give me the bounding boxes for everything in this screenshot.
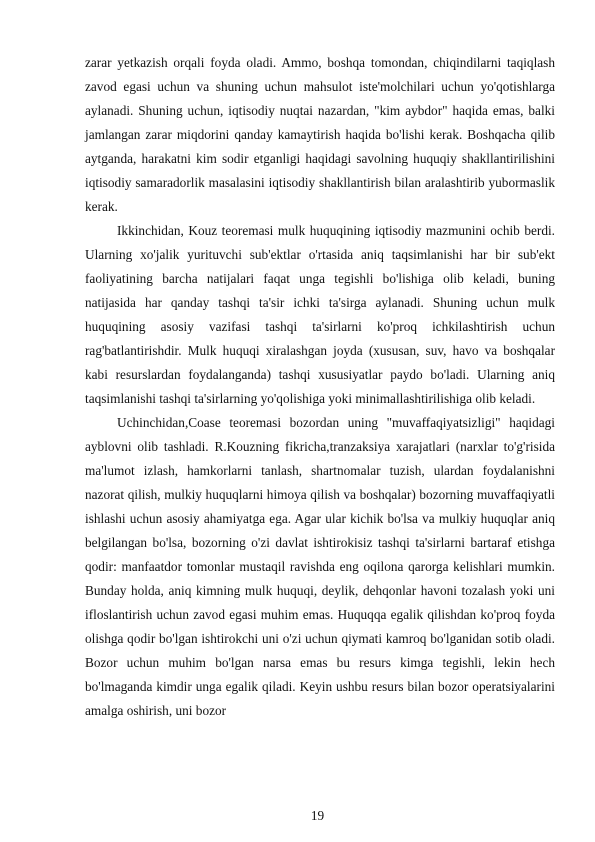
paragraph-3: Uchinchidan,Coase teoremasi bozordan uning "muvaffaqiyatsizligi" haqidagi ayblovni olib tashladi. R.Kouzning fikricha,tranzaksiya xarajatlari (narxlar to'g'risida ma'lumot izlash, hamkorlarni tanlash, shartnomalar tuzish, ulardan foydalanishni nazorat qilish, mulkiy huquqlarni himoya qilish va boshqalar) bozorning muvaffaqiyatli ishlashi uchun asosiy ahamiyatga ega. Agar ular kichik bo'lsa va mulkiy huquqlar aniq belgilangan bo'lsa, bozorning o'zi davlat ishtirokisiz tashqi ta'sirlarni bartaraf etishga qodir: manfaatdor tomonlar mustaqil ravishda eng oqilona qarorga kelishlari mumkin. Bunday holda, aniq kimning mulk huquqi, deylik, dehqonlar havoni tozalash yoki uni ifloslantirish uchun zavod egasi muhim emas. Huquqqa egalik qilishdan ko'proq foyda olishga qodir bo'lgan ishtirokchi uni o'zi uchun qiymati kamroq bo'lganidan sotib oladi. Bozor uchun muhim bo'lgan narsa emas bu resurs kimga tegishli, lekin hech bo'lmaganda kimdir unga egalik qiladi. Keyin ushbu resurs bilan bozor operatsiyalarini amalga oshirish, uni bozor [85,415,555,718]
paragraph-1: zarar yetkazish orqali foyda oladi. Ammo, boshqa tomondan, chiqindilarni taqiqlash zavod egasi uchun va shuning uchun mahsulot iste'molchilari uchun yo'qotishlarga aylanadi. Shuning uchun, iqtisodiy nuqtai nazardan, "kim aybdor" haqida emas, balki jamlangan zarar miqdorini qanday kamaytirish haqida bo'lishi kerak. Boshqacha qilib aytganda, harakatni kim sodir etganligi haqidagi savolning huquqiy shakllantirilishini iqtisodiy samaradorlik masalasini iqtisodiy shakllantirish bilan aralashtirib yubormaslik kerak. [85,55,555,214]
body-text [85,51,555,723]
page-number: 19 [310,808,325,823]
paragraph-2: Ikkinchidan, Kouz teoremasi mulk huquqining iqtisodiy mazmunini ochib berdi. Ularning xo'jalik yurituvchi sub'ektlar o'rtasida aniq taqsimlanishi har bir sub'ekt faoliyatining barcha natijalari faqat unga tegishli bo'lishiga olib keladi, buning natijasida har qanday tashqi ta'sir ichki ta'sirga aylanadi. Shuning uchun mulk huquqining asosiy vazifasi tashqi ta'sirlarni ko'proq ichkilashtirish uchun rag'batlantirishdir. Mulk huquqi xiralashgan joyda (xususan, suv, havo va boshqalar kabi resurslardan foydalanganda) tashqi xususiyatlar paydo bo'ladi. Ularning aniq taqsimlanishi tashqi ta'sirlarning yo'qolishiga yoki minimallashtirilishiga olib keladi. [85,223,555,406]
